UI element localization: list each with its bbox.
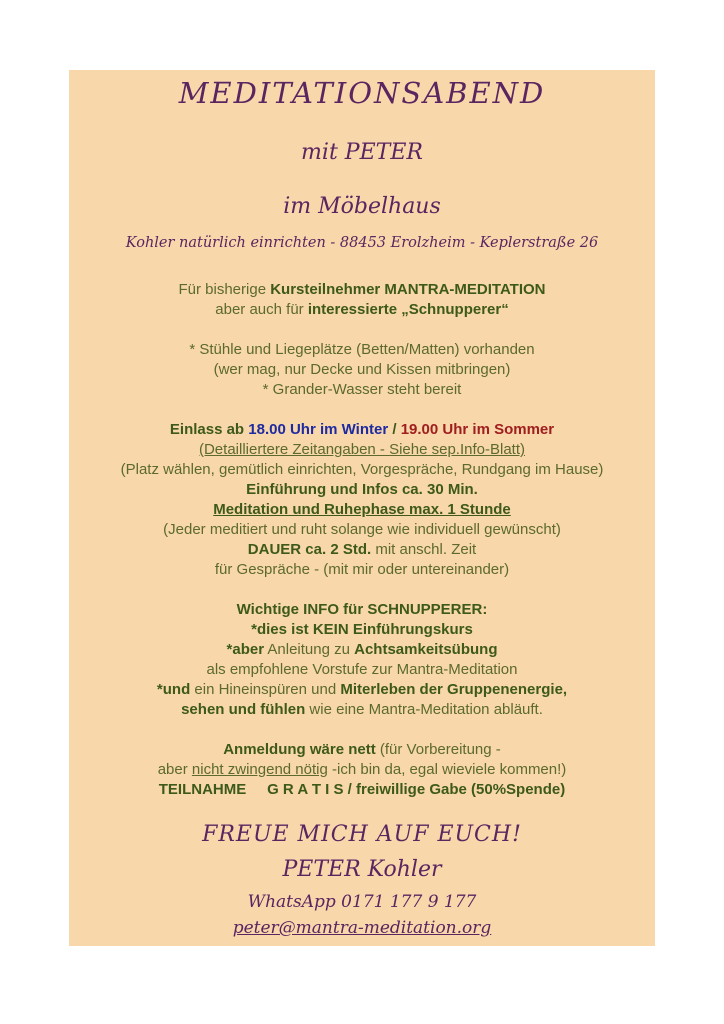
amenity-line: * Grander-Wasser steht bereit bbox=[262, 381, 462, 398]
closing bbox=[69, 822, 655, 938]
flyer bbox=[69, 70, 655, 946]
details-line: (Detailliertere Zeitangaben - Siehe sep.Info-Blatt) bbox=[198, 441, 525, 458]
meditation-line: Meditation und Ruhephase max. 1 Stunde bbox=[213, 501, 511, 518]
einfuehrung-line: Einführung und Infos ca. 30 Min. bbox=[246, 481, 478, 498]
info-heading: Wichtige INFO für SCHNUPPERER: bbox=[236, 601, 488, 618]
dauer-line: DAUER ca. 2 Std. mit anschl. Zeit bbox=[247, 541, 477, 558]
address: Kohler natürlich einrichten - 88453 Erolzheim - Keplerstraße 26 bbox=[125, 235, 599, 251]
info-kein: *dies ist KEIN Einführungskurs bbox=[251, 621, 473, 638]
anmeldung-line: Anmeldung wäre nett (für Vorbereitung - bbox=[223, 741, 501, 758]
gespraeche-line: für Gespräche - (mit mir oder untereinander) bbox=[214, 561, 510, 578]
info-vorstufe: als empfohlene Vorstufe zur Mantra-Meditation bbox=[206, 661, 518, 678]
intro-line-1: Für bisherige Kursteilnehmer MANTRA-MEDITATION bbox=[178, 281, 546, 298]
info-aber: *aber Anleitung zu Achtsamkeitsübung bbox=[226, 641, 498, 658]
info-sehen: sehen und fühlen wie eine Mantra-Meditation abläuft. bbox=[181, 701, 543, 718]
freue-heading: FREUE MICH AUF EUCH! bbox=[202, 822, 522, 847]
info-und: *und ein Hineinspüren und Miterleben der Gruppenenergie, bbox=[156, 681, 568, 698]
intro-line-2: aber auch für interessierte „Schnupperer“ bbox=[215, 301, 509, 318]
einlass-line: Einlass ab 18.00 Uhr im Winter / 19.00 Uhr im Sommer bbox=[169, 421, 555, 438]
zwingend-line: aber nicht zwingend nötig -ich bin da, egal wieviele kommen!) bbox=[157, 761, 567, 778]
teilnahme-line: TEILNAHME G R A T I S / freiwillige Gabe (50%Spende) bbox=[158, 781, 566, 798]
venue: im Möbelhaus bbox=[283, 194, 441, 219]
platz-line: (Platz wählen, gemütlich einrichten, Vorgespräche, Rundgang im Hause) bbox=[120, 461, 604, 478]
body-text bbox=[69, 280, 655, 800]
amenity-line: (wer mag, nur Decke und Kissen mitbringen) bbox=[213, 361, 511, 378]
jeder-line: (Jeder meditiert und ruht solange wie individuell gewünscht) bbox=[163, 521, 561, 538]
flyer-title: MEDITATIONSABEND bbox=[178, 76, 546, 110]
email-link[interactable]: peter@mantra-meditation.org bbox=[232, 918, 492, 938]
signature-name: PETER Kohler bbox=[282, 857, 442, 882]
whatsapp-number: WhatsApp 0171 177 9 177 bbox=[247, 892, 477, 912]
amenity-line: * Stühle und Liegeplätze (Betten/Matten) vorhanden bbox=[189, 341, 535, 358]
flyer-subtitle: mit PETER bbox=[301, 140, 423, 165]
